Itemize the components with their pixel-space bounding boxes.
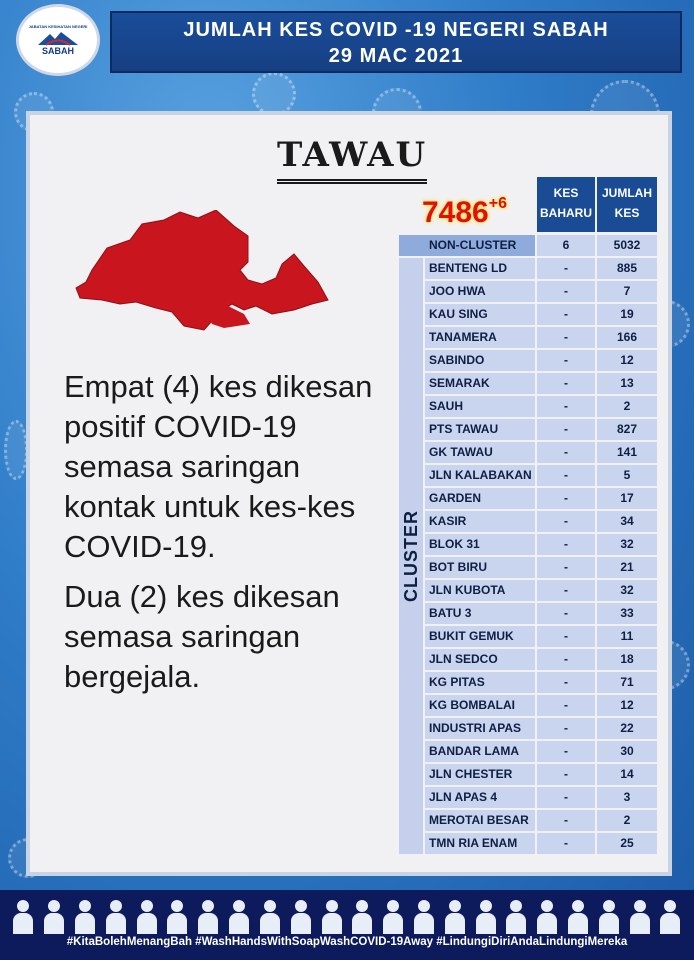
row-new: -	[537, 603, 595, 624]
row-total: 5	[597, 465, 657, 486]
row-total: 12	[597, 695, 657, 716]
table-row	[425, 580, 657, 601]
footer-banner	[0, 890, 694, 960]
table-row	[425, 764, 657, 785]
row-total: 2	[597, 810, 657, 831]
row-total: 25	[597, 833, 657, 854]
district-title: TAWAU	[277, 135, 427, 184]
row-total: 32	[597, 534, 657, 555]
person-icon	[629, 898, 651, 934]
content-panel	[26, 111, 672, 876]
description-paragraph: Empat (4) kes dikesan positif COVID-19 semasa saringan kontak untuk kes-kes COVID-19.	[64, 369, 373, 564]
table-row	[425, 419, 657, 440]
row-total: 885	[597, 258, 657, 279]
row-name: NON-CLUSTER	[399, 235, 535, 256]
page-header	[110, 11, 682, 73]
row-new: -	[537, 764, 595, 785]
row-new: -	[537, 258, 595, 279]
row-new: -	[537, 626, 595, 647]
table-row	[425, 603, 657, 624]
row-name: SEMARAK	[425, 373, 535, 394]
row-total: 22	[597, 718, 657, 739]
table-row	[425, 465, 657, 486]
table-row	[425, 649, 657, 670]
person-icon	[351, 898, 373, 934]
row-total: 30	[597, 741, 657, 762]
table-row	[425, 373, 657, 394]
row-name: INDUSTRI APAS	[425, 718, 535, 739]
page-title: JUMLAH KES COVID -19 NEGERI SABAH	[183, 19, 609, 41]
row-name: JOO HWA	[425, 281, 535, 302]
row-name: JLN SEDCO	[425, 649, 535, 670]
case-description	[64, 367, 394, 707]
row-total: 34	[597, 511, 657, 532]
virus-decoration	[4, 420, 28, 480]
row-total: 21	[597, 557, 657, 578]
row-name: PTS TAWAU	[425, 419, 535, 440]
row-name: BOT BIRU	[425, 557, 535, 578]
row-new: -	[537, 373, 595, 394]
table-row	[425, 442, 657, 463]
column-header-line: BAHARU	[540, 206, 592, 220]
row-name: JLN CHESTER	[425, 764, 535, 785]
person-icon	[536, 898, 558, 934]
row-total: 17	[597, 488, 657, 509]
footer-hashtags: #KitaBolehMenangBah #WashHandsWithSoapWashCOVID-19Away #LindungiDiriAndaLindungiMereka	[66, 936, 628, 948]
row-name: KAU SING	[425, 304, 535, 325]
mountain-icon	[36, 30, 80, 46]
logo-text: SABAH	[41, 46, 74, 56]
table-row	[425, 534, 657, 555]
table-row	[425, 695, 657, 716]
column-header-total	[597, 177, 657, 232]
row-total: 33	[597, 603, 657, 624]
table-row	[425, 281, 657, 302]
row-new: -	[537, 718, 595, 739]
page-date: 29 MAC 2021	[328, 45, 464, 67]
row-new: -	[537, 557, 595, 578]
person-icon	[136, 898, 158, 934]
cluster-table	[425, 258, 657, 856]
row-new: -	[537, 327, 595, 348]
table-row	[425, 258, 657, 279]
row-total: 11	[597, 626, 657, 647]
row-new: -	[537, 442, 595, 463]
row-new: -	[537, 695, 595, 716]
person-icon	[43, 898, 65, 934]
table-row	[425, 327, 657, 348]
table-row	[425, 511, 657, 532]
new-cases-value: +6	[488, 195, 507, 212]
column-header-new	[537, 177, 595, 232]
row-name: BUKIT GEMUK	[425, 626, 535, 647]
column-header-line: KES	[553, 186, 579, 200]
row-name: MEROTAI BESAR	[425, 810, 535, 831]
row-name: TANAMERA	[425, 327, 535, 348]
person-icon	[567, 898, 589, 934]
row-total: 2	[597, 396, 657, 417]
row-name: BATU 3	[425, 603, 535, 624]
cluster-label-text: CLUSTER	[400, 510, 421, 602]
virus-decoration	[252, 72, 296, 116]
row-name: JLN APAS 4	[425, 787, 535, 808]
row-name: GARDEN	[425, 488, 535, 509]
table-row	[425, 810, 657, 831]
row-total: 13	[597, 373, 657, 394]
row-name: TMN RIA ENAM	[425, 833, 535, 854]
row-total: 12	[597, 350, 657, 371]
row-new: -	[537, 419, 595, 440]
row-name: JLN KALABAKAN	[425, 465, 535, 486]
row-new: -	[537, 488, 595, 509]
row-new: -	[537, 465, 595, 486]
person-icon	[659, 898, 681, 934]
table-row	[425, 350, 657, 371]
table-row	[425, 557, 657, 578]
person-icon	[382, 898, 404, 934]
row-total: 827	[597, 419, 657, 440]
row-new: -	[537, 741, 595, 762]
table-row	[425, 833, 657, 854]
person-icon	[598, 898, 620, 934]
row-name: GK TAWAU	[425, 442, 535, 463]
table-row	[425, 718, 657, 739]
logo-top-text: JABATAN KESIHATAN NEGERI	[28, 24, 88, 29]
row-name: SAUH	[425, 396, 535, 417]
row-new: -	[537, 511, 595, 532]
person-icon	[444, 898, 466, 934]
table-row	[425, 626, 657, 647]
row-new: -	[537, 580, 595, 601]
row-total: 19	[597, 304, 657, 325]
sabah-health-logo	[16, 4, 100, 76]
total-value: 7486	[422, 196, 489, 229]
frontliner-figures	[8, 894, 686, 934]
person-icon	[197, 898, 219, 934]
row-name: KASIR	[425, 511, 535, 532]
person-icon	[475, 898, 497, 934]
row-name: BANDAR LAMA	[425, 741, 535, 762]
tawau-map	[72, 210, 332, 340]
row-name: BENTENG LD	[425, 258, 535, 279]
row-name: BLOK 31	[425, 534, 535, 555]
person-icon	[259, 898, 281, 934]
table-row	[425, 787, 657, 808]
table-row	[425, 304, 657, 325]
row-new: -	[537, 672, 595, 693]
person-icon	[290, 898, 312, 934]
cluster-label	[399, 258, 423, 854]
row-total: 14	[597, 764, 657, 785]
row-new: -	[537, 350, 595, 371]
row-new: -	[537, 649, 595, 670]
row-new: -	[537, 396, 595, 417]
table-row	[425, 488, 657, 509]
person-icon	[505, 898, 527, 934]
person-icon	[413, 898, 435, 934]
row-new: -	[537, 304, 595, 325]
table-row	[425, 672, 657, 693]
row-total: 7	[597, 281, 657, 302]
row-new: -	[537, 833, 595, 854]
column-header-line: JUMLAH	[602, 186, 652, 200]
non-cluster-row	[399, 235, 657, 256]
row-new: -	[537, 281, 595, 302]
person-icon	[166, 898, 188, 934]
row-total: 166	[597, 327, 657, 348]
row-total: 71	[597, 672, 657, 693]
person-icon	[74, 898, 96, 934]
row-name: JLN KUBOTA	[425, 580, 535, 601]
description-paragraph: Dua (2) kes dikesan semasa saringan bergejala.	[64, 579, 340, 694]
total-cases	[422, 195, 507, 230]
person-icon	[321, 898, 343, 934]
column-header-line: KES	[614, 206, 640, 220]
row-total: 141	[597, 442, 657, 463]
row-total: 32	[597, 580, 657, 601]
person-icon	[228, 898, 250, 934]
table-row	[425, 396, 657, 417]
row-new: -	[537, 787, 595, 808]
row-name: KG PITAS	[425, 672, 535, 693]
row-name: SABINDO	[425, 350, 535, 371]
row-new: 6	[537, 235, 595, 256]
row-total: 18	[597, 649, 657, 670]
row-name: KG BOMBALAI	[425, 695, 535, 716]
row-total: 5032	[597, 235, 657, 256]
row-new: -	[537, 810, 595, 831]
row-new: -	[537, 534, 595, 555]
table-row	[425, 741, 657, 762]
row-total: 3	[597, 787, 657, 808]
person-icon	[105, 898, 127, 934]
person-icon	[12, 898, 34, 934]
